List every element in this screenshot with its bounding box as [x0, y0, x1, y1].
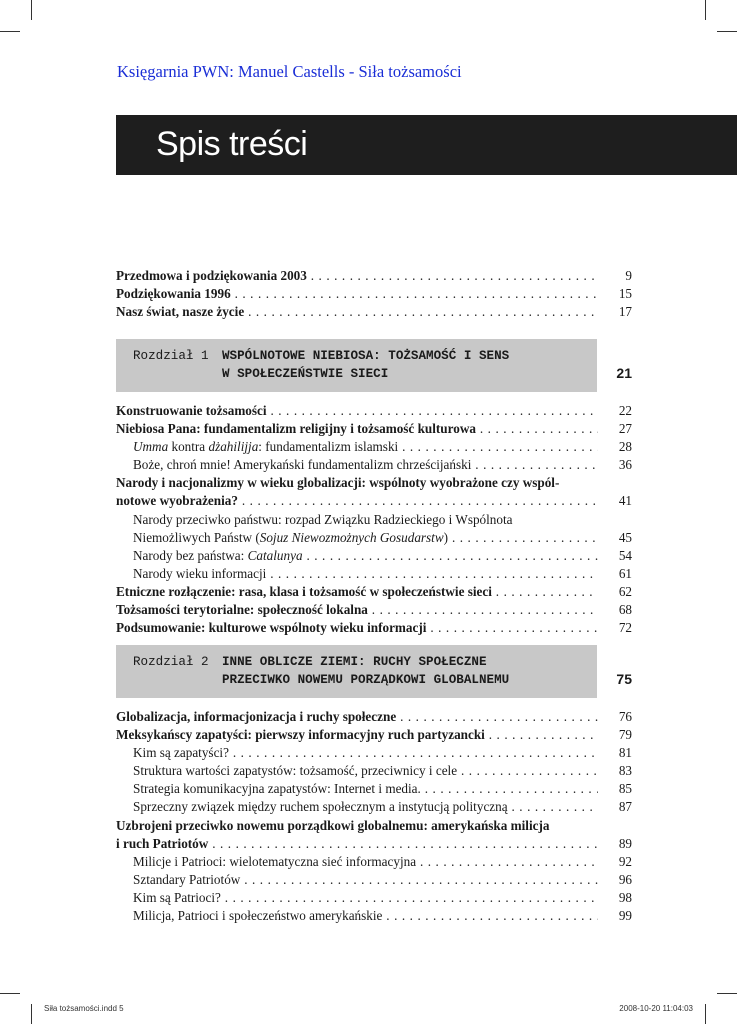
- toc-entry-page: 92: [618, 853, 632, 869]
- toc-entry-page: 76: [618, 709, 632, 724]
- chapter-title-line1: INNE OBLICZE ZIEMI: RUCHY SPOŁECZNE: [222, 655, 487, 669]
- toc-entry-page: 45: [618, 529, 632, 545]
- toc-entry[interactable]: [116, 420, 632, 438]
- toc-entry-line1[interactable]: [116, 817, 632, 835]
- front-matter-list: [116, 267, 632, 321]
- toc-entry[interactable]: [116, 565, 632, 583]
- toc-entry-page: 28: [618, 439, 632, 455]
- toc-entry[interactable]: [116, 619, 632, 637]
- chapter-title-line2: W SPOŁECZEŃSTWIE SIECI: [222, 367, 389, 381]
- toc-entry-page: 36: [618, 457, 632, 473]
- text-part: Niemożliwych Państw (: [133, 529, 260, 545]
- italic-term: Umma: [133, 439, 169, 455]
- toc-entry-text: Sprzeczny związek między ruchem społecznym a instytucją polityczną . . .: [133, 798, 598, 816]
- chapter-1-header[interactable]: [116, 339, 597, 392]
- crop-mark: [717, 993, 737, 994]
- toc-entry-text: Etniczne rozłączenie: rasa, klasa i tożsamość w społeczeństwie sieci . . .: [116, 583, 598, 601]
- toc-entry-text: Sztandary Patriotów . . .: [133, 871, 598, 889]
- toc-entry-page: 89: [618, 835, 632, 851]
- toc-entry-page: 99: [618, 908, 632, 924]
- toc-entry-page: 27: [618, 421, 632, 437]
- text-part: Narody bez państwa:: [133, 547, 248, 563]
- toc-entry-text: Kim są Patrioci? . . .: [133, 889, 598, 907]
- toc-entry-line1[interactable]: [116, 511, 632, 529]
- toc-entry-text: Narody i nacjonalizmy w wieku globalizacji: wspólnoty wyobrażone czy wspól-: [116, 475, 560, 491]
- toc-entry-text: Milicje i Patrioci: wielotematyczna sieć informacyjna . . .: [133, 853, 598, 871]
- toc-entry-page: 98: [618, 889, 632, 905]
- footer-timestamp: 2008-10-20 11:04:03: [619, 1004, 693, 1013]
- toc-entry-page: 17: [618, 304, 632, 320]
- italic-term: Catalunya: [247, 547, 303, 563]
- toc-entry[interactable]: [116, 303, 632, 321]
- text-part: ): [443, 529, 449, 545]
- toc-entry-text: Uzbrojeni przeciwko nowemu porządkowi globalnemu: amerykańska milicja: [116, 817, 550, 833]
- toc-entry-text: Nasz świat, nasze życie . . .: [116, 303, 598, 321]
- toc-entry-text: Boże, chroń mnie! Amerykański fundamentalizm chrześcijański . . .: [133, 456, 598, 474]
- text-part: kontra: [168, 439, 209, 455]
- toc-entry-page: 22: [618, 403, 632, 418]
- toc-entry-page: 62: [618, 583, 632, 599]
- toc-entry-text: Narody przeciwko państwu: rozpad Związku Radzieckiego i Wspólnota: [133, 511, 513, 527]
- toc-entry[interactable]: [116, 601, 632, 619]
- page-title: Spis treści: [156, 125, 308, 163]
- toc-entry[interactable]: [116, 744, 632, 762]
- toc-entry[interactable]: [116, 835, 632, 853]
- toc-entry-page: 41: [618, 493, 632, 509]
- chapter-2-header[interactable]: [116, 645, 597, 698]
- toc-entry-text: notowe wyobrażenia? . . .: [116, 492, 598, 510]
- crop-mark: [31, 0, 32, 20]
- chapter-label: Rozdział 1: [133, 349, 209, 363]
- crop-mark: [0, 993, 20, 994]
- toc-entry-page: 87: [618, 799, 632, 815]
- toc-entry[interactable]: [116, 583, 632, 601]
- crop-mark: [705, 0, 706, 20]
- toc-entry-page: 68: [618, 602, 632, 618]
- header-link[interactable]: Księgarnia PWN: Manuel Castells - Siła tożsamości: [117, 62, 462, 81]
- toc-entry[interactable]: [116, 529, 632, 547]
- text-part: : fundamentalizm islamski: [258, 439, 399, 455]
- toc-entry-page: 15: [618, 286, 632, 302]
- toc-entry[interactable]: [116, 402, 632, 420]
- toc-entry[interactable]: [116, 871, 632, 889]
- toc-entry-text: [133, 547, 598, 565]
- toc-entry-text: Konstruowanie tożsamości . . .: [116, 402, 598, 420]
- toc-entry[interactable]: [116, 780, 632, 798]
- chapter-title-line1: WSPÓLNOTOWE NIEBIOSA: TOŻSAMOŚĆ I SENS: [222, 349, 510, 363]
- toc-entry-text: Niebiosa Pana: fundamentalizm religijny i tożsamość kulturowa . . .: [116, 420, 598, 438]
- toc-entry-text: Podziękowania 1996 . . .: [116, 285, 598, 303]
- toc-entry-text: Struktura wartości zapatystów: tożsamość, przeciwnicy i cele . . .: [133, 762, 598, 780]
- toc-entry[interactable]: [116, 726, 632, 744]
- toc-entry-text: i ruch Patriotów . . .: [116, 835, 598, 853]
- chapter-2-page: 75: [616, 671, 632, 687]
- chapter-1-entries: [116, 402, 632, 637]
- toc-entry-text: Milicja, Patrioci i społeczeństwo amerykańskie . . .: [133, 907, 598, 925]
- chapter-2-entries: [116, 708, 632, 925]
- title-bar: [116, 115, 737, 175]
- toc-entry-text: Meksykańscy zapatyści: pierwszy informacyjny ruch partyzancki . . .: [116, 726, 598, 744]
- toc-entry[interactable]: [116, 907, 632, 925]
- chapter-title-line2: PRZECIWKO NOWEMU PORZĄDKOWI GLOBALNEMU: [222, 673, 510, 687]
- italic-term: Sojuz Niewozmożnych Gosudarstw: [259, 529, 444, 545]
- crop-mark: [717, 31, 737, 32]
- crop-mark: [31, 1004, 32, 1024]
- toc-entry-text: Globalizacja, informacjonizacja i ruchy społeczne . . .: [116, 708, 598, 726]
- toc-entry[interactable]: [116, 267, 632, 285]
- toc-entry[interactable]: [116, 492, 632, 510]
- toc-entry-page: 54: [618, 547, 632, 563]
- crop-mark: [705, 1004, 706, 1024]
- toc-entry[interactable]: [116, 456, 632, 474]
- toc-entry-page: 72: [618, 620, 632, 636]
- toc-entry-text: Kim są zapatyści? . . .: [133, 744, 598, 762]
- toc-entry-page: 85: [618, 781, 632, 797]
- toc-entry-line1[interactable]: [116, 474, 632, 492]
- italic-term: dżahilijja: [208, 439, 259, 455]
- toc-entry[interactable]: [116, 853, 632, 871]
- toc-entry[interactable]: [116, 889, 632, 907]
- footer-file: Siła tożsamości.indd 5: [44, 1004, 124, 1013]
- toc-entry[interactable]: [116, 547, 632, 565]
- toc-entry-page: 83: [618, 763, 632, 779]
- toc-entry-page: 61: [618, 565, 632, 581]
- toc-entry-text: Narody wieku informacji . . .: [133, 565, 598, 583]
- toc-entry-text: Strategia komunikacyjna zapatystów: Internet i media. . . .: [133, 780, 598, 798]
- chapter-1-page: 21: [616, 365, 632, 381]
- toc-entry-page: 81: [618, 745, 632, 761]
- toc-entry[interactable]: [116, 798, 632, 816]
- toc-entry[interactable]: [116, 285, 632, 303]
- toc-entry-page: 96: [618, 871, 632, 887]
- toc-entry[interactable]: [116, 438, 632, 456]
- toc-entry-text: Tożsamości terytorialne: społeczność lokalna . . .: [116, 601, 598, 619]
- toc-entry-page: 9: [625, 268, 632, 283]
- toc-entry-text: Przedmowa i podziękowania 2003 . . .: [116, 267, 598, 285]
- toc-entry-text: [133, 529, 598, 547]
- crop-mark: [0, 31, 20, 32]
- toc-entry-page: 79: [618, 727, 632, 743]
- toc-entry-text: Podsumowanie: kulturowe wspólnoty wieku informacji . . .: [116, 619, 598, 637]
- chapter-label: Rozdział 2: [133, 655, 209, 669]
- toc-entry[interactable]: [116, 762, 632, 780]
- toc-entry[interactable]: [116, 708, 632, 726]
- toc-entry-text: [133, 438, 598, 456]
